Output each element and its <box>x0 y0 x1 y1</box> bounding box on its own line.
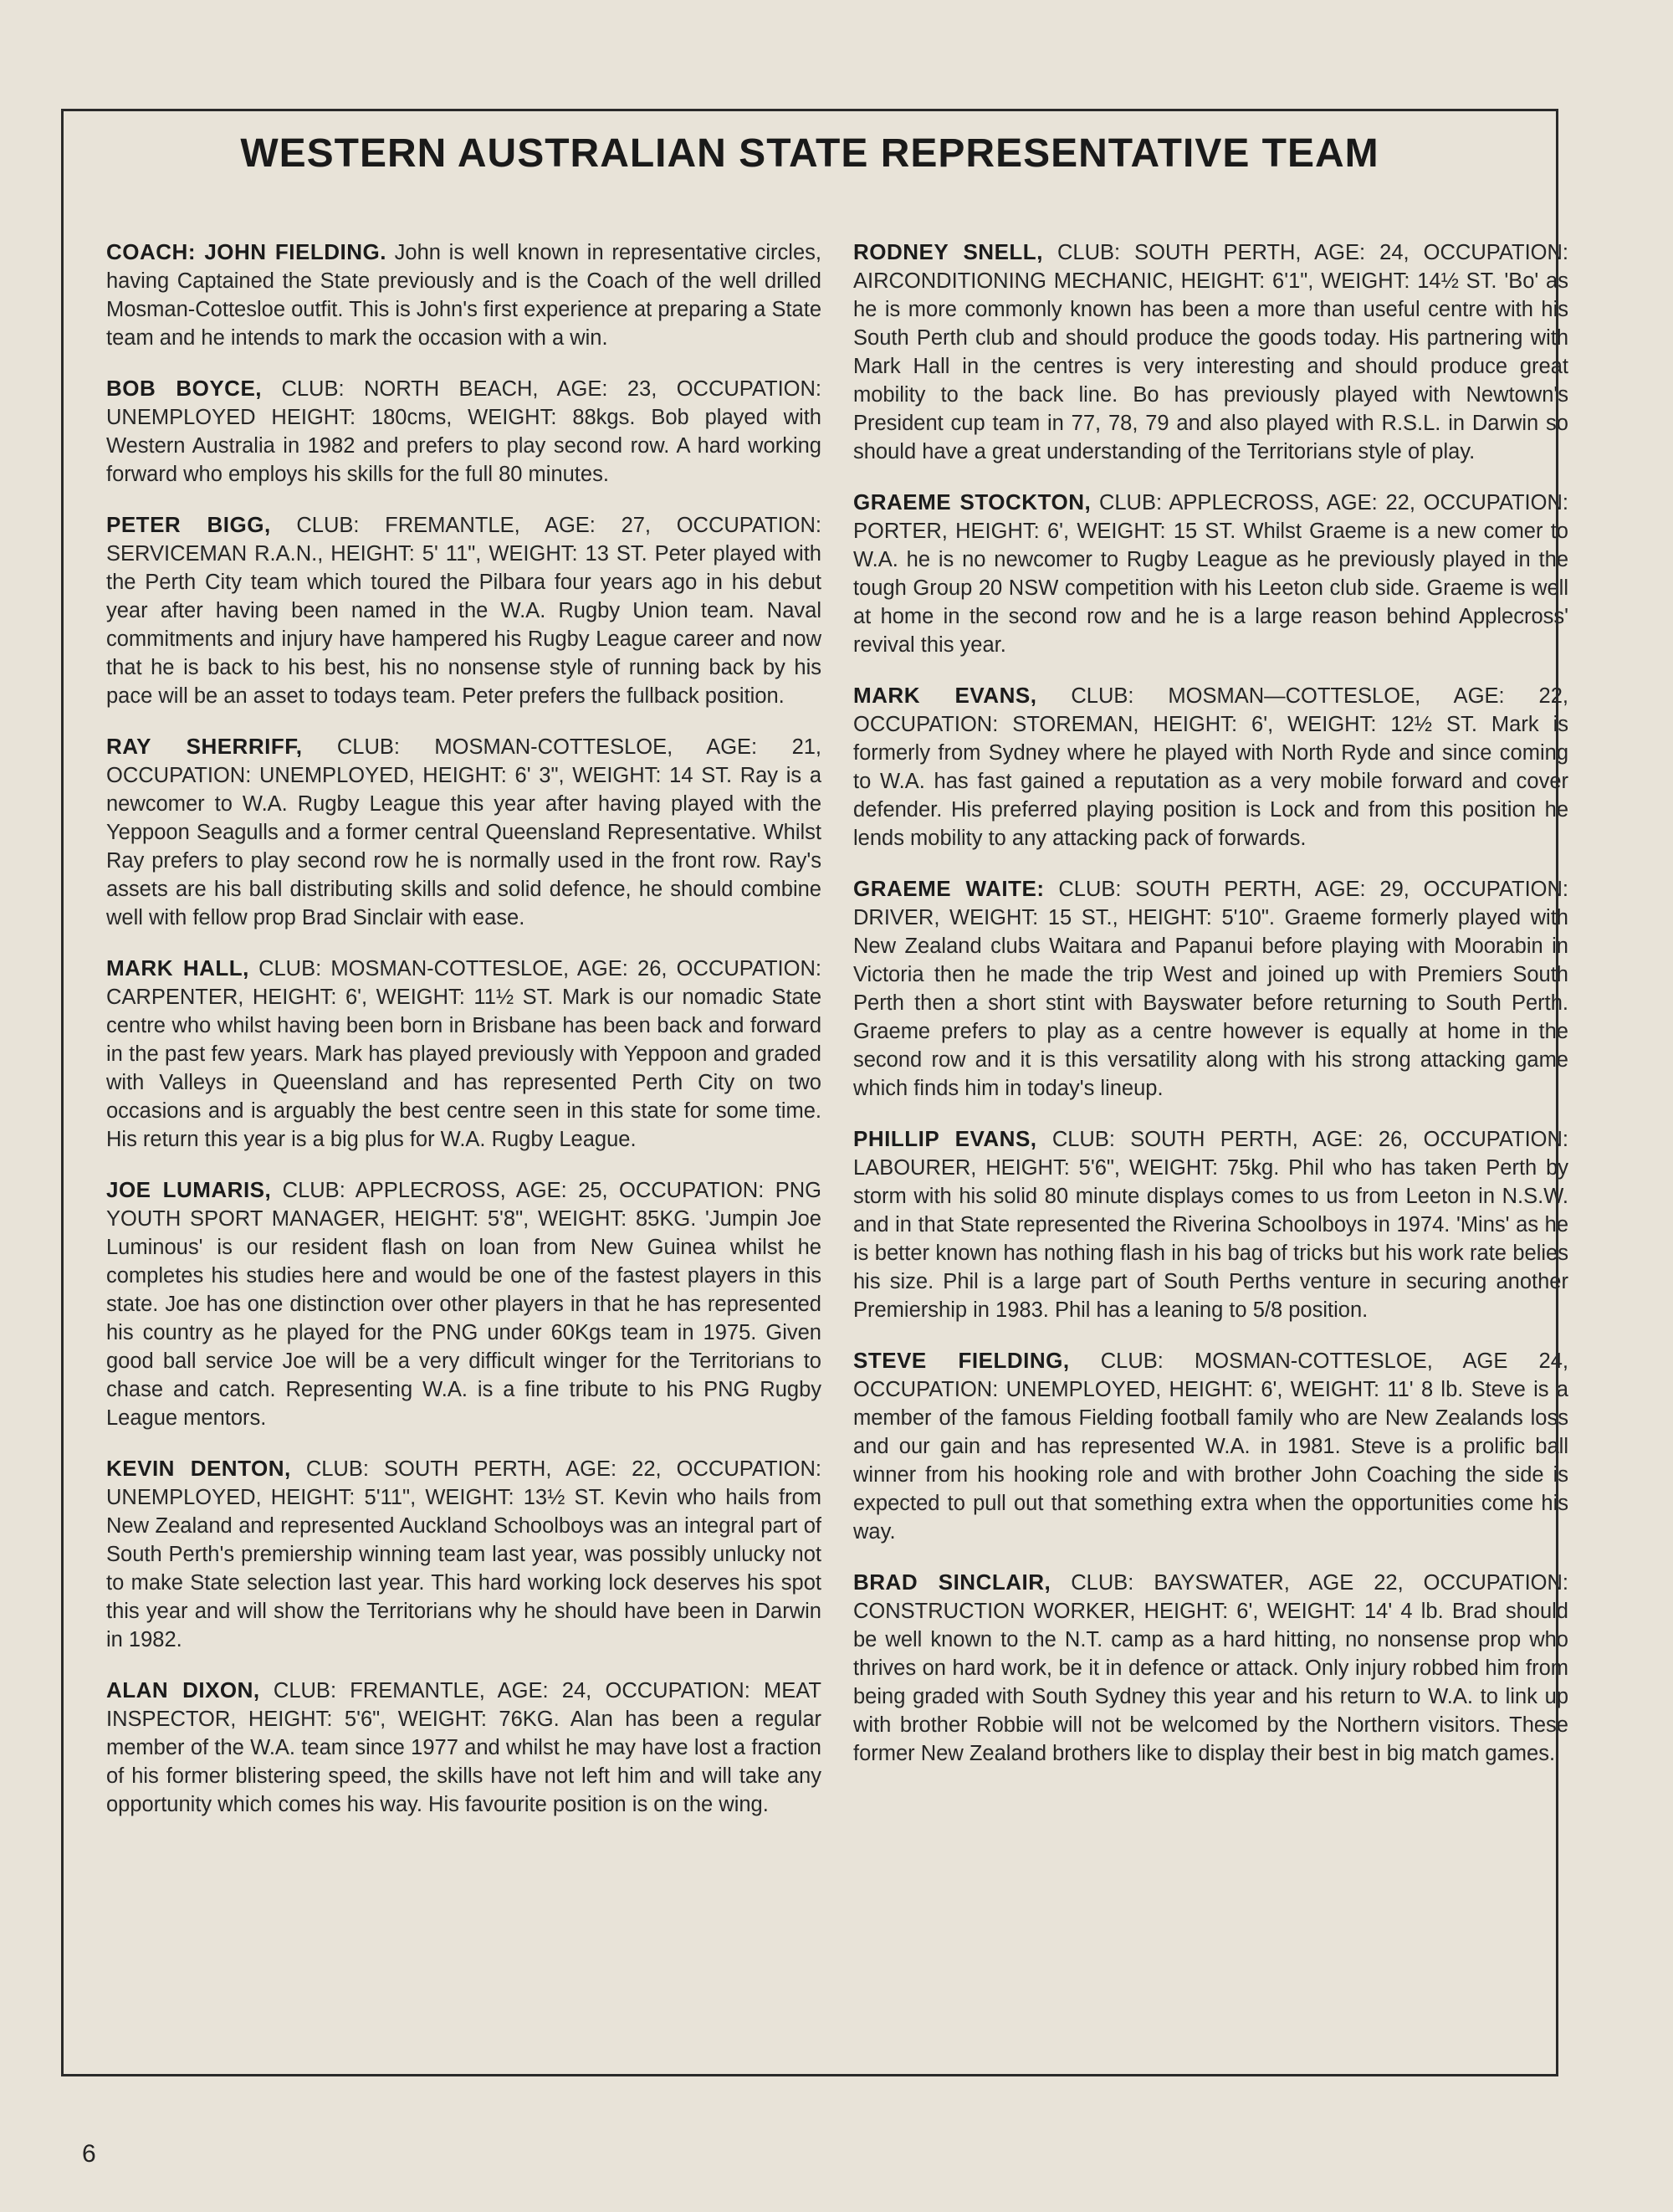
player-description: CLUB: MOSMAN-COTTESLOE, AGE: 26, OCCUPATION: CARPENTER, HEIGHT: 6', WEIGHT: 11½ ST. Mark is our nomadic State centre who whilst having been born in Brisbane has been back and forward in the past few years. Mark has played previously with Yeppoon and graded with Valleys in Queensland and has represented Perth City on two occasions and is arguably the best centre seen in this state for some time. His return this year is a big plus for W.A. Rugby League. <box>106 957 821 1151</box>
player-name: STEVE FIELDING, <box>853 1348 1070 1373</box>
player-description: CLUB: FREMANTLE, AGE: 27, OCCUPATION: SERVICEMAN R.A.N., HEIGHT: 5' 11", WEIGHT: 13 ST. Peter played with the Perth City team which toured the Pilbara four years ago in his debut year after having been named in the W.A. Rugby Union team. Naval commitments and injury have hampered his Rugby League career and now that he is back to his best, his no nonsense style of running back by his pace will be an asset to todays team. Peter prefers the fullback position. <box>106 514 822 708</box>
player-entry <box>106 1175 821 1432</box>
left-column <box>106 238 821 1841</box>
player-entry <box>853 488 1568 659</box>
page-title: WESTERN AUSTRALIAN STATE REPRESENTATIVE TEAM <box>240 131 1379 176</box>
player-entry <box>853 238 1568 466</box>
player-entry <box>853 1124 1568 1324</box>
player-name: MARK HALL, <box>106 955 249 981</box>
player-description: CLUB: MOSMAN-COTTESLOE, AGE 24, OCCUPATION: UNEMPLOYED, HEIGHT: 6', WEIGHT: 11' 8 lb. Steve is a member of the famous Fielding football family who are New Zealands loss and our gain and has represented W.A. in 1981. Steve is a prolific ball winner from his hooking role and with brother John Coaching the side is expected to pull out that something extra when the opportunities come his way. <box>853 1349 1568 1544</box>
player-entry <box>106 954 821 1154</box>
player-entry <box>106 238 821 352</box>
player-description: CLUB: SOUTH PERTH, AGE: 29, OCCUPATION: DRIVER, WEIGHT: 15 ST., HEIGHT: 5'10". Graeme formerly played with New Zealand clubs Waitara and Papanui before playing with Moorabin in Victoria then he made the trip West and joined up with Premiers South Perth then a short stint with Bayswater before returning to South Perth. Graeme prefers to play as a centre however is equally at home in the second row and it is this versatility along with his strong attacking game which finds him in today's lineup. <box>853 878 1568 1100</box>
player-description: John is well known in representative circles, having Captained the State previously and is the Coach of the well drilled Mosman-Cottesloe outfit. This is John's first experience at preparing a State team and he intends to mark the occasion with a win. <box>106 241 821 350</box>
player-name: PHILLIP EVANS, <box>853 1126 1037 1151</box>
player-entry <box>853 1568 1568 1768</box>
player-description: CLUB: BAYSWATER, AGE 22, OCCUPATION: CONSTRUCTION WORKER, HEIGHT: 6', WEIGHT: 14' 4 lb. Brad should be well known to the N.T. camp as a hard hitting, no nonsense prop who thrives on hard work, be it in defence or attack. Only injury robbed him from being graded with South Sydney this year and his return to W.A. to link up with brother Robbie will not be welcomed by the Northern visitors. These former New Zealand brothers like to display their best in big match games. <box>853 1571 1568 1765</box>
player-name: MARK EVANS, <box>853 683 1037 708</box>
player-name: GRAEME WAITE: <box>853 876 1045 901</box>
player-entry <box>106 1676 821 1819</box>
player-description: CLUB: MOSMAN—COTTESLOE, AGE: 22, OCCUPATION: STOREMAN, HEIGHT: 6', WEIGHT: 12½ ST. Mark is formerly from Sydney where he played with North Ryde and since coming to W.A. has fast gained a reputation as a very mobile forward and cover defender. His preferred playing position is Lock and from this position he lends mobility to any attacking pack of forwards. <box>853 684 1568 850</box>
page-number: 6 <box>82 2140 96 2168</box>
player-entry <box>106 374 821 489</box>
player-description: CLUB: FREMANTLE, AGE: 24, OCCUPATION: MEAT INSPECTOR, HEIGHT: 5'6", WEIGHT: 76KG. Alan has been a regular member of the W.A. team since 1977 and whilst he may have lost a fraction of his former blistering speed, the skills have not left him and will take any opportunity which comes his way. His favourite position is on the wing. <box>106 1679 821 1816</box>
player-name: ALAN DIXON, <box>106 1677 260 1703</box>
player-description: CLUB: APPLECROSS, AGE: 22, OCCUPATION: PORTER, HEIGHT: 6', WEIGHT: 15 ST. Whilst Graeme is a new comer to W.A. he is no newcomer to Rugby League as he previously played in the tough Group 20 NSW competition with his Leeton club side. Graeme is well at home in the second row and he is a large reason behind Applecross' revival this year. <box>853 491 1568 657</box>
player-name: KEVIN DENTON, <box>106 1456 291 1481</box>
player-description: CLUB: SOUTH PERTH, AGE: 26, OCCUPATION: LABOURER, HEIGHT: 5'6", WEIGHT: 75kg. Phil who has taken Perth by storm with his solid 80 minute displays comes to us from Leeton in N.S.W. and in that State represented the Riverina Schoolboys in 1974. 'Mins' as he is better known has nothing flash in his bag of tricks but his work rate belies his size. Phil is a large part of South Perths venture in securing another Premiership in 1983. Phil has a leaning to 5/8 position. <box>853 1128 1568 1322</box>
player-name: COACH: JOHN FIELDING. <box>106 239 386 264</box>
player-entry <box>853 681 1568 853</box>
player-name: PETER BIGG, <box>106 512 271 537</box>
player-description: CLUB: SOUTH PERTH, AGE: 22, OCCUPATION: UNEMPLOYED, HEIGHT: 5'11", WEIGHT: 13½ ST. Kevin who hails from New Zealand and represented Auckland Schoolboys was an integral part of South Perth's premiership winning team last year, was possibly unlucky not to make State selection last year. This hard working lock deserves his spot this year and will show the Territorians why he should have been in Darwin in 1982. <box>106 1457 821 1651</box>
player-entry <box>106 732 821 932</box>
player-name: GRAEME STOCKTON, <box>853 489 1092 515</box>
player-name: RAY SHERRIFF, <box>106 734 303 759</box>
player-description: CLUB: APPLECROSS, AGE: 25, OCCUPATION: PNG YOUTH SPORT MANAGER, HEIGHT: 5'8", WEIGHT: 85KG. 'Jumpin Joe Luminous' is our resident flash on loan from New Guinea whilst he completes his studies here and would be one of the fastest players in this state. Joe has one distinction over other players in that he has represented his country as he played for the PNG under 60Kgs team in 1975. Given good ball service Joe will be a very difficult winger for the Territorians to chase and catch. Representing W.A. is a fine tribute to his PNG Rugby League mentors. <box>106 1179 821 1430</box>
player-name: RODNEY SNELL, <box>853 239 1043 264</box>
player-entry <box>106 510 821 710</box>
player-name: BOB BOYCE, <box>106 376 263 401</box>
player-description: CLUB: NORTH BEACH, AGE: 23, OCCUPATION: UNEMPLOYED HEIGHT: 180cms, WEIGHT: 88kgs. Bob played with Western Australia in 1982 and prefers to play second row. A hard working forward who employs his skills for the full 80 minutes. <box>106 377 822 486</box>
player-name: BRAD SINCLAIR, <box>853 1569 1051 1595</box>
player-description: CLUB: SOUTH PERTH, AGE: 24, OCCUPATION: AIRCONDITIONING MECHANIC, HEIGHT: 6'1", WEIGHT: 14½ ST. 'Bo' as he is more commonly known has been a more than useful centre with his South Perth club and should produce the goods today. His partnering with Mark Hall in the centres is very interesting and should produce great mobility to the back line. Bo has previously played with Newtown's President cup team in 77, 78, 79 and also played with R.S.L. in Darwin so should have a great understanding of the Territorians style of play. <box>853 241 1568 463</box>
player-entry <box>853 1346 1568 1546</box>
right-column <box>853 238 1568 1790</box>
player-name: JOE LUMARIS, <box>106 1177 272 1202</box>
player-description: CLUB: MOSMAN-COTTESLOE, AGE: 21, OCCUPATION: UNEMPLOYED, HEIGHT: 6' 3", WEIGHT: 14 ST. Ray is a newcomer to W.A. Rugby League this year after having played with the Yeppoon Seagulls and a former central Queensland Representative. Whilst Ray prefers to play second row he is normally used in the front row. Ray's assets are his ball distributing skills and solid defence, he should combine well with fellow prop Brad Sinclair with ease. <box>106 735 822 929</box>
player-entry <box>853 874 1568 1103</box>
player-entry <box>106 1454 821 1654</box>
